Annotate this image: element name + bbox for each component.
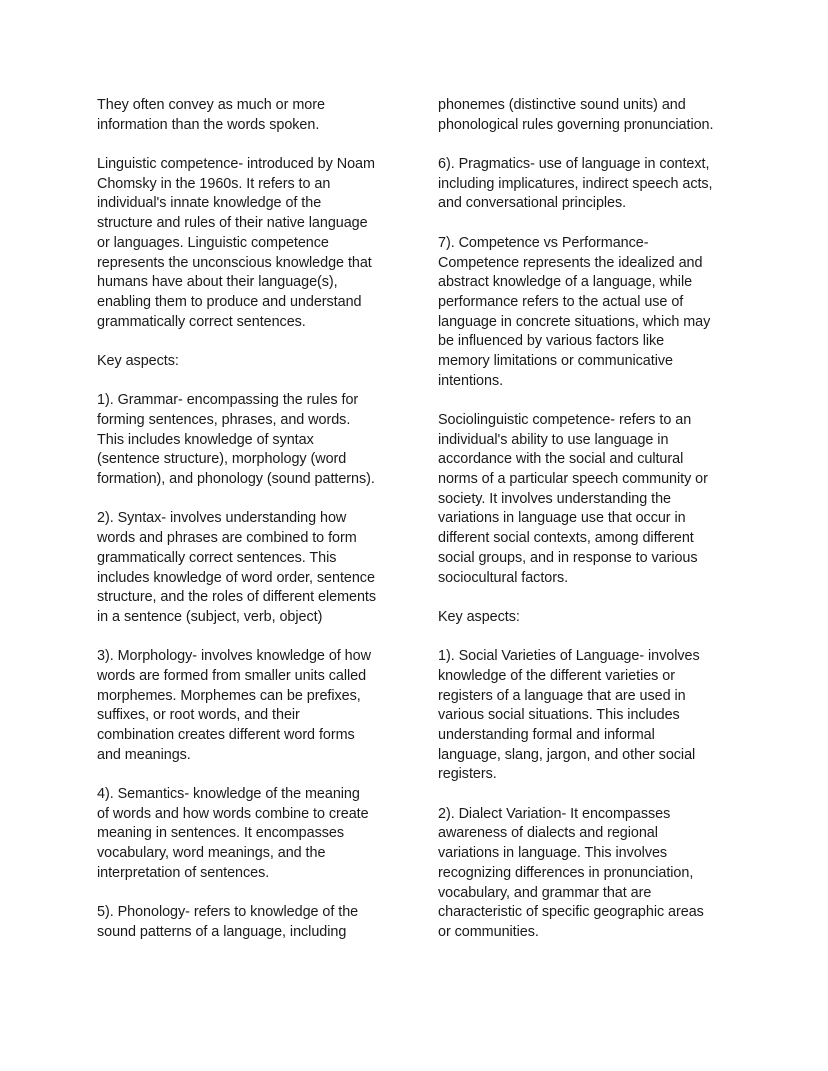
text-line: sound patterns of a language, including — [97, 923, 347, 940]
text-line: forming sentences, phrases, and words. — [97, 412, 351, 428]
paragraph — [438, 411, 738, 588]
text-line: understanding formal and informal — [438, 727, 655, 743]
text-line: and conversational principles. — [438, 195, 627, 212]
text-line: abstract knowledge of a language, while — [438, 274, 693, 291]
left-column — [97, 96, 397, 943]
paragraph-gap — [97, 765, 397, 785]
paragraph — [438, 234, 738, 392]
paragraph-gap — [97, 372, 397, 392]
text-line: 2). Syntax- involves understanding how — [97, 510, 347, 527]
text-line: information than the words spoken. — [97, 116, 320, 133]
text-line: (sentence structure), morphology (word — [97, 451, 347, 468]
text-line: Competence represents the idealized and — [438, 254, 703, 271]
text-line: registers. — [438, 766, 497, 783]
text-line: 6). Pragmatics- use of language in context, — [438, 156, 710, 173]
text-line: 5). Phonology- refers to knowledge of the — [97, 904, 359, 921]
text-line: formation), and phonology (sound patterns). — [97, 471, 375, 488]
text-line: words and phrases are combined to form — [97, 530, 357, 547]
text-line: Key aspects: — [438, 608, 520, 625]
text-line: suffixes, or root words, and their — [97, 707, 300, 724]
text-line: or communities. — [438, 923, 539, 940]
paragraph-gap — [97, 490, 397, 510]
right-column — [438, 96, 738, 943]
text-line: 2). Dialect Variation- It encompasses — [438, 805, 671, 822]
text-line: characteristic of specific geographic areas — [438, 904, 704, 921]
paragraph — [97, 96, 397, 135]
text-line: Key aspects: — [97, 352, 179, 369]
text-line: various social situations. This includes — [438, 707, 680, 724]
paragraph — [97, 509, 397, 627]
paragraph-gap — [97, 628, 397, 648]
paragraph-gap — [438, 391, 738, 411]
text-line: interpretation of sentences. — [97, 864, 270, 881]
text-line: or languages. Linguistic competence — [97, 234, 329, 251]
text-line: variations in language use that occur in — [438, 510, 686, 527]
text-line: recognizing differences in pronunciation, — [438, 864, 694, 881]
text-line: structure, and the roles of different elements — [97, 589, 377, 606]
text-line: includes knowledge of word order, sentence — [97, 569, 375, 586]
text-line: structure and rules of their native language — [97, 215, 368, 232]
paragraph-gap — [438, 588, 738, 608]
text-line: including implicatures, indirect speech acts, — [438, 175, 713, 192]
text-line: 1). Social Varieties of Language- involves — [438, 648, 700, 665]
text-line: combination creates different word forms — [97, 727, 355, 743]
text-line: 1). Grammar- encompassing the rules for — [97, 392, 359, 409]
text-line: vocabulary, word meanings, and the — [97, 845, 326, 862]
text-line: words are formed from smaller units called — [97, 667, 367, 684]
text-line: 3). Morphology- involves knowledge of how — [97, 648, 371, 665]
text-line: variations in language. This involves — [438, 845, 668, 862]
paragraph-gap — [438, 214, 738, 234]
paragraph — [438, 608, 738, 628]
paragraph — [438, 647, 738, 785]
text-line: Chomsky in the 1960s. It refers to an — [97, 175, 331, 192]
paragraph-gap — [438, 135, 738, 155]
text-line: memory limitations or communicative — [438, 352, 673, 369]
text-line: They often convey as much or more — [97, 97, 325, 113]
text-line: individual's ability to use language in — [438, 431, 669, 448]
paragraph — [438, 96, 738, 135]
paragraph — [438, 805, 738, 943]
text-line: accordance with the social and cultural — [438, 451, 684, 468]
text-line: sociocultural factors. — [438, 569, 569, 586]
text-line: morphemes. Morphemes can be prefixes, — [97, 687, 361, 704]
text-line: 7). Competence vs Performance- — [438, 234, 649, 251]
text-line: phonological rules governing pronunciation. — [438, 116, 714, 133]
text-line: language, slang, jargon, and other social — [438, 746, 696, 763]
text-line: be influenced by various factors like — [438, 333, 665, 350]
paragraph — [97, 352, 397, 372]
paragraph-gap — [438, 628, 738, 648]
paragraph-gap — [97, 135, 397, 155]
text-line: 4). Semantics- knowledge of the meaning — [97, 786, 360, 803]
text-line: intentions. — [438, 372, 504, 389]
paragraph-gap — [438, 785, 738, 805]
text-line: performance refers to the actual use of — [438, 293, 684, 310]
text-line: enabling them to produce and understand — [97, 293, 362, 310]
text-line: phonemes (distinctive sound units) and — [438, 97, 686, 113]
paragraph — [97, 647, 397, 765]
paragraph — [97, 785, 397, 883]
paragraph — [97, 155, 397, 332]
text-line: humans have about their language(s), — [97, 274, 338, 291]
text-line: represents the unconscious knowledge that — [97, 254, 372, 271]
text-line: and meanings. — [97, 746, 191, 763]
paragraph-gap — [97, 884, 397, 904]
text-line: knowledge of the different varieties or — [438, 667, 675, 684]
text-line: meaning in sentences. It encompasses — [97, 825, 344, 842]
text-line: of words and how words combine to create — [97, 805, 369, 822]
text-line: language in concrete situations, which may — [438, 313, 711, 330]
text-line: grammatically correct sentences. — [97, 313, 306, 330]
text-line: in a sentence (subject, verb, object) — [97, 608, 323, 625]
text-line: This includes knowledge of syntax — [97, 431, 314, 448]
text-line: grammatically correct sentences. This — [97, 549, 337, 566]
text-line: Sociolinguistic competence- refers to an — [438, 412, 692, 428]
text-line: vocabulary, and grammar that are — [438, 884, 652, 901]
text-line: different social contexts, among different — [438, 530, 694, 547]
text-line: Linguistic competence- introduced by Noam — [97, 156, 375, 173]
text-line: social groups, and in response to various — [438, 549, 698, 566]
text-line: awareness of dialects and regional — [438, 825, 658, 842]
text-line: norms of a particular speech community or — [438, 471, 708, 488]
text-line: registers of a language that are used in — [438, 687, 686, 704]
paragraph — [97, 391, 397, 489]
text-line: individual's innate knowledge of the — [97, 195, 322, 212]
paragraph — [97, 903, 397, 942]
text-line: society. It involves understanding the — [438, 490, 672, 507]
paragraph — [438, 155, 738, 214]
paragraph-gap — [97, 332, 397, 352]
